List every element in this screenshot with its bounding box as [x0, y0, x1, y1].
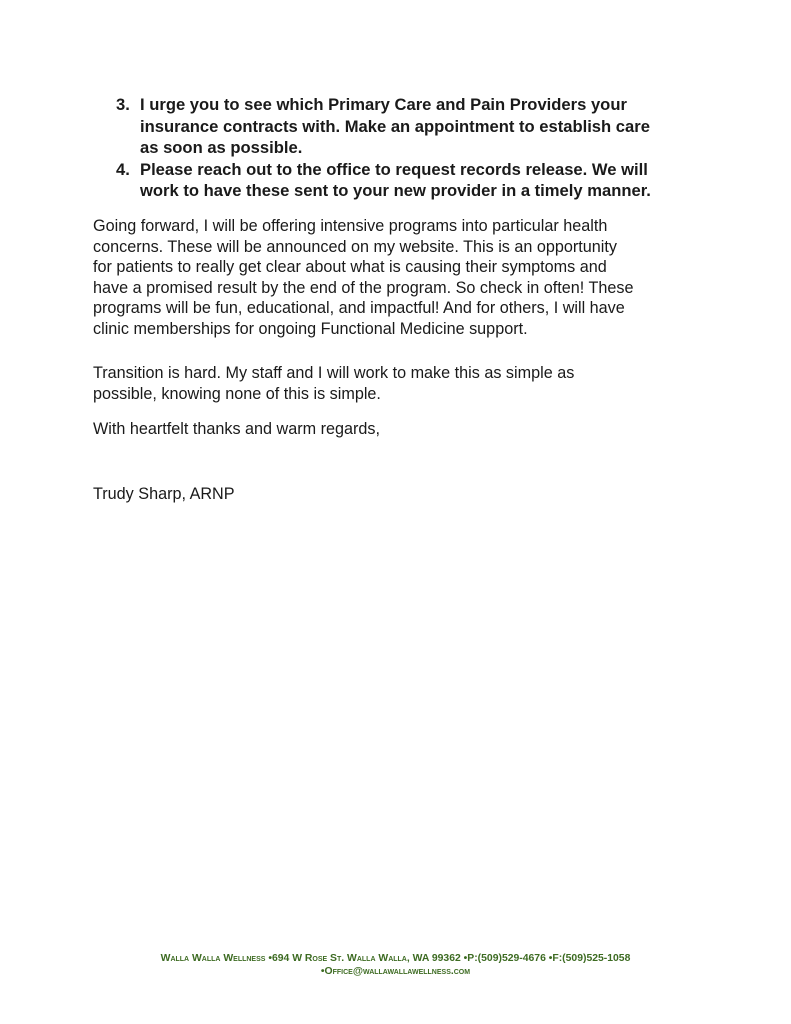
- list-item-line: Please reach out to the office to request records release. We will: [140, 159, 648, 179]
- list-item: [116, 94, 716, 159]
- numbered-list: [116, 94, 716, 202]
- paragraph-line: concerns. These will be announced on my website. This is an opportunity: [93, 237, 617, 256]
- list-item: [116, 159, 716, 202]
- list-item-line: I urge you to see which Primary Care and Pain Providers your: [140, 95, 627, 114]
- footer-address: Walla Walla Wellness •694 W Rose St. Walla Walla, WA 99362 •P:(509)529-4676 •F:(509)525-1058: [160, 953, 631, 964]
- paragraph-line: Transition is hard. My staff and I will work to make this as simple as: [93, 364, 575, 382]
- paragraph-line: for patients to really get clear about what is causing their symptoms and: [93, 258, 607, 276]
- paragraph-line: clinic memberships for ongoing Functional Medicine support.: [93, 319, 528, 338]
- paragraph-transition: [93, 363, 713, 404]
- paragraph-line: possible, knowing none of this is simple.: [93, 384, 381, 403]
- paragraph-line: programs will be fun, educational, and impactful! And for others, I will have: [93, 299, 625, 317]
- paragraph-going-forward: [93, 216, 713, 339]
- signature-name: Trudy Sharp, ARNP: [93, 485, 235, 503]
- paragraph-line: have a promised result by the end of the program. So check in often! These: [93, 278, 634, 297]
- footer-email: •Office@wallawallawellness.com: [320, 966, 471, 977]
- list-item-number: 3.: [116, 95, 130, 114]
- list-item-line: insurance contracts with. Make an appointment to establish care: [140, 116, 650, 136]
- list-item-line: work to have these sent to your new provider in a timely manner.: [140, 181, 651, 200]
- closing-line: With heartfelt thanks and warm regards,: [93, 420, 381, 438]
- list-item-number: 4.: [116, 159, 130, 179]
- list-item-line: as soon as possible.: [140, 138, 303, 157]
- paragraph-line: Going forward, I will be offering intensive programs into particular health: [93, 217, 608, 235]
